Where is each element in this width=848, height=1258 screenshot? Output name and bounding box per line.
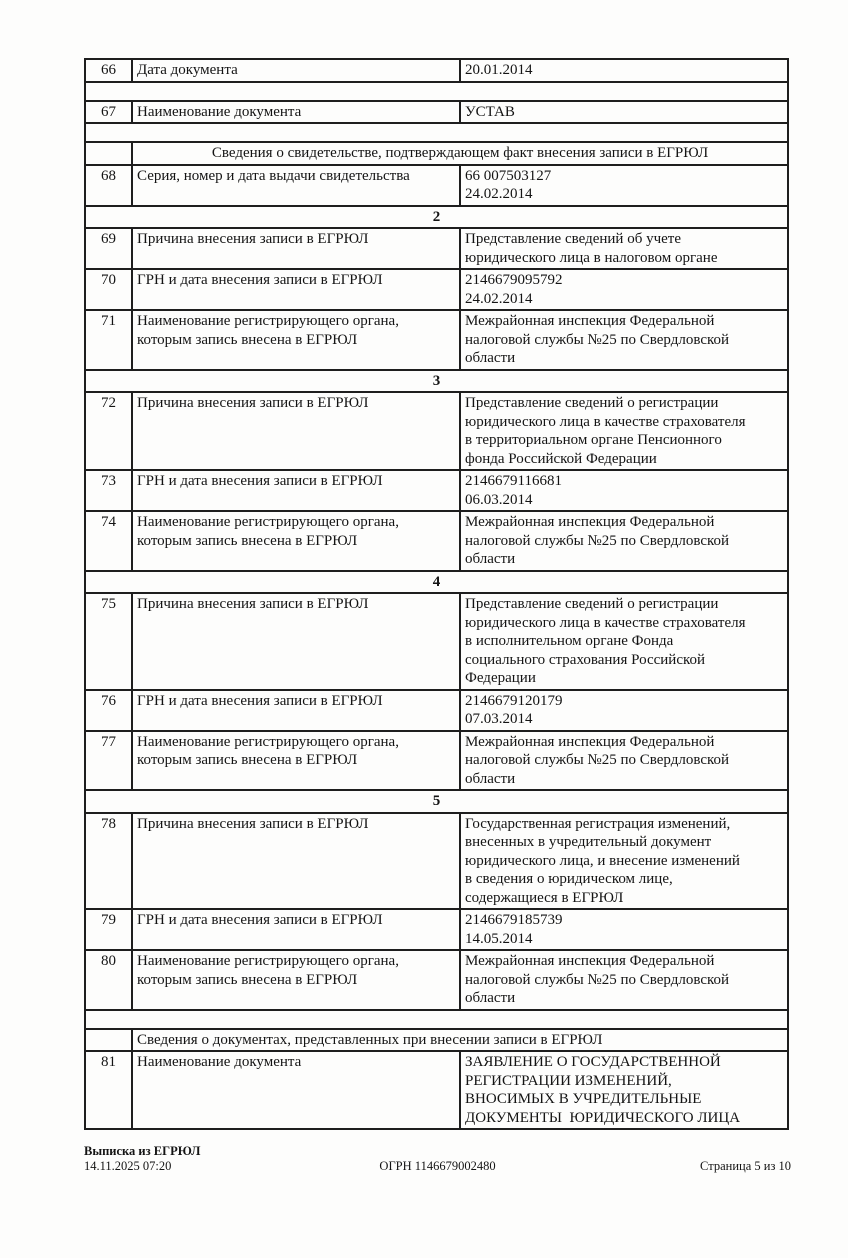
row-value	[460, 59, 788, 82]
table-row-77	[85, 731, 788, 791]
row-number-empty	[85, 142, 132, 165]
value-line: области	[465, 350, 516, 366]
row-number: 80	[85, 950, 132, 1010]
table-row-76	[85, 690, 788, 731]
row-label: Наименование регистрирующего органа, которым запись внесена в ЕГРЮЛ	[132, 310, 460, 370]
row-number: 77	[85, 731, 132, 791]
table-row-78	[85, 813, 788, 910]
row-label: Наименование документа	[132, 1051, 460, 1129]
row-number: 78	[85, 813, 132, 910]
value-line: Государственная регистрация изменений,	[465, 815, 731, 832]
row-value	[460, 813, 788, 910]
row-label: ГРН и дата внесения записи в ЕГРЮЛ	[132, 909, 460, 950]
value-line: 2146679095792	[465, 272, 563, 288]
row-label: Причина внесения записи в ЕГРЮЛ	[132, 392, 460, 470]
value-line: ЗАЯВЛЕНИЕ О ГОСУДАРСТВЕННОЙ	[465, 1054, 721, 1070]
row-value	[460, 165, 788, 206]
value-line: юридического лица в качестве страхователя	[465, 413, 746, 430]
spacer-row	[85, 123, 788, 142]
row-value	[460, 690, 788, 731]
row-number: 81	[85, 1051, 132, 1129]
value-line: 66 007503127	[465, 167, 552, 184]
table-row-74	[85, 511, 788, 571]
table-row-80	[85, 950, 788, 1010]
value-line: Представление сведений об учете	[465, 231, 681, 247]
value-line: 24.02.2014	[465, 290, 533, 307]
spacer-row	[85, 82, 788, 101]
value-line: Федерации	[465, 670, 536, 686]
value-line: Межрайонная инспекция Федеральной	[465, 514, 715, 530]
value-line: 2146679116681	[465, 473, 562, 489]
value-line: РЕГИСТРАЦИИ ИЗМЕНЕНИЙ,	[465, 1072, 672, 1089]
row-number: 79	[85, 909, 132, 950]
value-line: в исполнительном органе Фонда	[465, 633, 674, 649]
value-line: 2146679185739	[465, 912, 563, 928]
group-divider-3	[85, 370, 788, 393]
row-value	[460, 1051, 788, 1129]
row-number: 68	[85, 165, 132, 206]
row-label: Причина внесения записи в ЕГРЮЛ	[132, 813, 460, 910]
table-row-69	[85, 228, 788, 269]
footer-page-number: Страница 5 из 10	[700, 1159, 792, 1173]
value-line: внесенных в учредительный документ	[465, 834, 712, 850]
row-value	[460, 593, 788, 690]
row-value	[460, 101, 788, 124]
value-line: 24.02.2014	[465, 186, 533, 202]
egrul-extract-table	[84, 58, 789, 1130]
group-divider-5	[85, 790, 788, 813]
table-row-81	[85, 1051, 788, 1129]
value-line: юридического лица в налоговом органе	[465, 249, 718, 266]
row-label: ГРН и дата внесения записи в ЕГРЮЛ	[132, 690, 460, 731]
group-number: 4	[85, 571, 788, 594]
row-value	[460, 909, 788, 950]
table-row-71	[85, 310, 788, 370]
value-line: в территориальном органе Пенсионного	[465, 432, 722, 448]
value-line: в сведения о юридическом лице,	[465, 871, 673, 887]
value-line: Межрайонная инспекция Федеральной	[465, 313, 715, 329]
section-header-row	[85, 1029, 788, 1052]
egrul-table-body	[85, 59, 788, 1129]
row-value	[460, 310, 788, 370]
value-line: налоговой службы №25 по Свердловской	[465, 971, 730, 988]
table-row-72	[85, 392, 788, 470]
row-number: 69	[85, 228, 132, 269]
value-line: 07.03.2014	[465, 711, 533, 727]
row-number-empty	[85, 1029, 132, 1052]
document-page	[0, 58, 848, 1258]
row-value	[460, 950, 788, 1010]
row-value	[460, 731, 788, 791]
spacer-cell	[85, 123, 788, 142]
row-number: 76	[85, 690, 132, 731]
value-line: содержащиеся в ЕГРЮЛ	[465, 889, 624, 906]
row-number: 72	[85, 392, 132, 470]
group-number: 2	[85, 206, 788, 229]
row-label: ГРН и дата внесения записи в ЕГРЮЛ	[132, 269, 460, 310]
row-number: 71	[85, 310, 132, 370]
row-label: Дата документа	[132, 59, 460, 82]
row-number: 74	[85, 511, 132, 571]
table-row-75	[85, 593, 788, 690]
section-header: Сведения о свидетельстве, подтверждающем факт внесения записи в ЕГРЮЛ	[132, 142, 788, 165]
value-line: 06.03.2014	[465, 491, 533, 508]
row-number: 66	[85, 59, 132, 82]
table-row-66	[85, 59, 788, 82]
value-line: области	[465, 990, 516, 1006]
value-line: области	[465, 770, 516, 787]
value-line: области	[465, 551, 516, 567]
value-line: Межрайонная инспекция Федеральной	[465, 733, 715, 750]
row-value	[460, 228, 788, 269]
row-label: Наименование документа	[132, 101, 460, 124]
group-number: 3	[85, 370, 788, 393]
row-number: 67	[85, 101, 132, 124]
spacer-row	[85, 1010, 788, 1029]
row-label: Наименование регистрирующего органа, которым запись внесена в ЕГРЮЛ	[132, 950, 460, 1010]
table-row-67	[85, 101, 788, 124]
value-line: ВНОСИМЫХ В УЧРЕДИТЕЛЬНЫЕ	[465, 1091, 702, 1107]
row-value	[460, 269, 788, 310]
footer-datetime: 14.11.2025 07:20	[84, 1159, 172, 1173]
value-line: социального страхования Российской	[465, 651, 706, 668]
row-value	[460, 470, 788, 511]
footer-ogrn: ОГРН 1146679002480	[379, 1159, 496, 1173]
value-line: Представление сведений о регистрации	[465, 596, 719, 612]
value-line: юридического лица, и внесение изменений	[465, 852, 740, 869]
row-number: 73	[85, 470, 132, 511]
table-row-70	[85, 269, 788, 310]
table-row-73	[85, 470, 788, 511]
value-line: налоговой службы №25 по Свердловской	[465, 752, 730, 768]
table-row-68	[85, 165, 788, 206]
value-line: фонда Российской Федерации	[465, 450, 657, 467]
value-line: налоговой службы №25 по Свердловской	[465, 532, 730, 549]
row-value	[460, 511, 788, 571]
spacer-cell	[85, 1010, 788, 1029]
group-divider-2	[85, 206, 788, 229]
row-label: Причина внесения записи в ЕГРЮЛ	[132, 228, 460, 269]
value-line: Представление сведений о регистрации	[465, 395, 719, 411]
table-row-79	[85, 909, 788, 950]
section-header: Сведения о документах, представленных при внесении записи в ЕГРЮЛ	[132, 1029, 788, 1052]
row-label: ГРН и дата внесения записи в ЕГРЮЛ	[132, 470, 460, 511]
group-number: 5	[85, 790, 788, 813]
row-number: 70	[85, 269, 132, 310]
value-line: 14.05.2014	[465, 930, 533, 947]
value-line: юридического лица в качестве страхователя	[465, 614, 746, 631]
value-line: 2146679120179	[465, 692, 563, 709]
section-header-row	[85, 142, 788, 165]
footer-left-block	[84, 1144, 320, 1174]
row-label: Наименование регистрирующего органа, которым запись внесена в ЕГРЮЛ	[132, 731, 460, 791]
row-label: Наименование регистрирующего органа, которым запись внесена в ЕГРЮЛ	[132, 511, 460, 571]
page-footer	[84, 1144, 791, 1174]
value-line: УСТАВ	[465, 103, 515, 120]
row-value	[460, 392, 788, 470]
value-line: ДОКУМЕНТЫ ЮРИДИЧЕСКОГО ЛИЦА	[465, 1109, 741, 1126]
footer-doc-title: Выписка из ЕГРЮЛ	[84, 1144, 201, 1158]
row-number: 75	[85, 593, 132, 690]
row-label: Серия, номер и дата выдачи свидетельства	[132, 165, 460, 206]
value-line: Межрайонная инспекция Федеральной	[465, 953, 715, 969]
spacer-cell	[85, 82, 788, 101]
row-label: Причина внесения записи в ЕГРЮЛ	[132, 593, 460, 690]
value-line: налоговой службы №25 по Свердловской	[465, 331, 730, 348]
group-divider-4	[85, 571, 788, 594]
value-line: 20.01.2014	[465, 62, 533, 78]
